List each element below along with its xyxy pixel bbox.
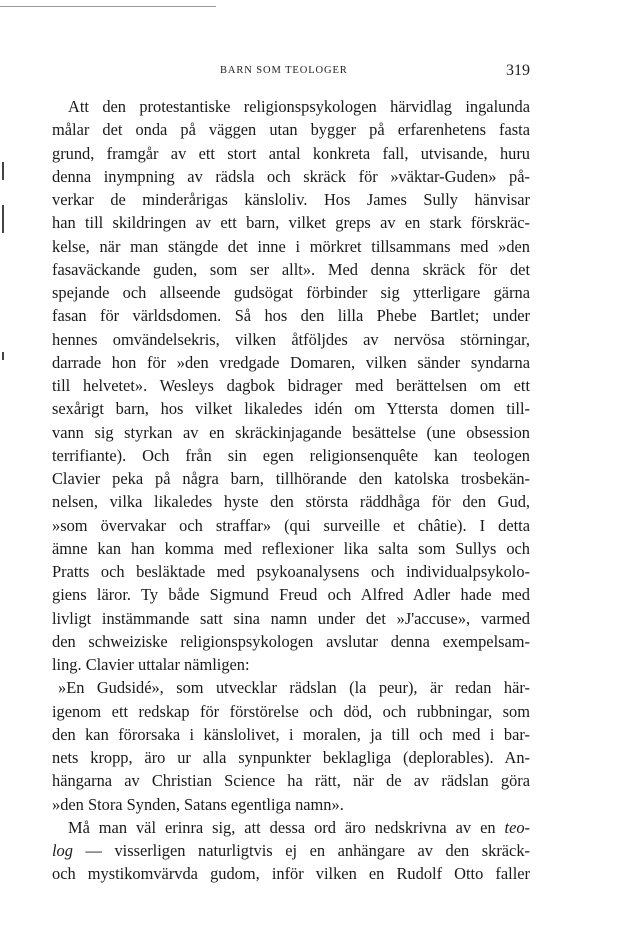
quote-line: »den Stora Synden, Satans egentliga namn». <box>52 794 344 814</box>
italic-word: log <box>52 841 73 860</box>
text-line: nelsen, vilka likaledes hyste den största räddhåga för den Gud, <box>52 492 530 512</box>
text-line: fasan för världsdomen. Så hos den lilla Phebe Bartlet; under <box>52 306 530 326</box>
running-head: BARN SOM TEOLOGER <box>220 65 348 76</box>
text-line: giens läror. Ty både Sigmund Freud och Alfred Adler hade med <box>52 585 530 605</box>
text-line: denna inympning av rädsla och skräck för »väktar-Guden» på- <box>52 166 530 186</box>
text-line: fasaväckande guden, som ser allt». Med denna skräck för det <box>52 259 530 279</box>
text-line: ling. Clavier uttalar nämligen: <box>52 655 250 674</box>
quote-line: nets kropp, äro ur alla synpunkter beklagliga (deplorables). An- <box>52 748 530 767</box>
text-line: grund, framgår av ett stort antal konkreta fall, utvisande, huru <box>52 143 530 163</box>
text-line <box>52 839 530 862</box>
text-line: »som övervakar och straffar» (qui surveille et châtie). I detta <box>52 515 530 535</box>
text-line <box>52 816 530 839</box>
margin-mark <box>2 352 4 360</box>
text-line: Att den protestantiske religionspsykologen härvidlag ingalunda <box>68 97 530 116</box>
text-line: hennes omvändelsekris, vilken åtföljdes av nervösa störningar, <box>52 329 530 349</box>
text-line: sexårigt barn, hos vilket likaledes idén om Yttersta domen till- <box>52 399 530 419</box>
margin-mark <box>2 162 4 180</box>
text-line: Clavier peka på några barn, tillhörande den katolska trosbekän- <box>52 469 530 488</box>
quote-line: den kan förorsaka i känslolivet, i moralen, ja till och med i bar- <box>52 724 530 744</box>
text-line: terrifiante). Och från sin egen religionsenquête kan teologen <box>52 445 530 465</box>
text-segment: — visserligen naturligtvis ej en anhängare av den skräck- <box>72 841 530 860</box>
text-line: darrade hon för »den vredgade Domaren, vilken sänder syndarna <box>52 352 530 372</box>
quote-line: hängarna av Christian Science ha rätt, när de av rädslan göra <box>52 771 530 791</box>
italic-word: teo- <box>504 817 530 837</box>
quote-line: »En Gudsidé», som utvecklar rädslan (la peur), är redan här- <box>58 678 530 698</box>
text-line: den schweiziske religionspsykologen avslutar denna exempelsam- <box>52 631 530 651</box>
text-line: Pratts och besläktade med psykoanalysens och individualpsykolo- <box>52 562 530 581</box>
body-text <box>52 95 530 886</box>
text-line: ämne kan han komma med reflexioner lika salta som Sullys och <box>52 538 530 558</box>
text-line: och mystikomvärvda gudom, inför vilken en Rudolf Otto faller <box>52 864 530 884</box>
margin-mark <box>2 205 4 233</box>
text-segment: Må man väl erinra sig, att dessa ord äro nedskrivna av en <box>68 817 505 837</box>
quote-line: igenom ett redskap för förstörelse och död, och rubbningar, som <box>52 701 530 721</box>
text-line: verkar de minderårigas känsloliv. Hos James Sully hänvisar <box>52 190 530 209</box>
text-line: livligt instämmande satt sina namn under det »J'accuse», varmed <box>52 608 530 628</box>
top-edge-rule <box>0 6 216 7</box>
page-header <box>52 62 530 82</box>
text-line: vann sig styrkan av en skräckinjagande besättelse (une obsession <box>52 422 530 442</box>
text-line: till helvetet». Wesleys dagbok bidrager med berättelsen om ett <box>52 376 530 395</box>
page-number: 319 <box>506 62 530 79</box>
text-line: spejande och allseende gudsögat förbinder sig ytterligare gärna <box>52 283 530 302</box>
text-line: målar det onda på väggen utan bygger på erfarenhetens fasta <box>52 120 530 140</box>
text-line: han till skildringen av ett barn, vilket greps av en stark förskräc- <box>52 213 530 233</box>
text-line: kelse, när man stängde det inne i mörkret tillsammans med »den <box>52 236 530 256</box>
